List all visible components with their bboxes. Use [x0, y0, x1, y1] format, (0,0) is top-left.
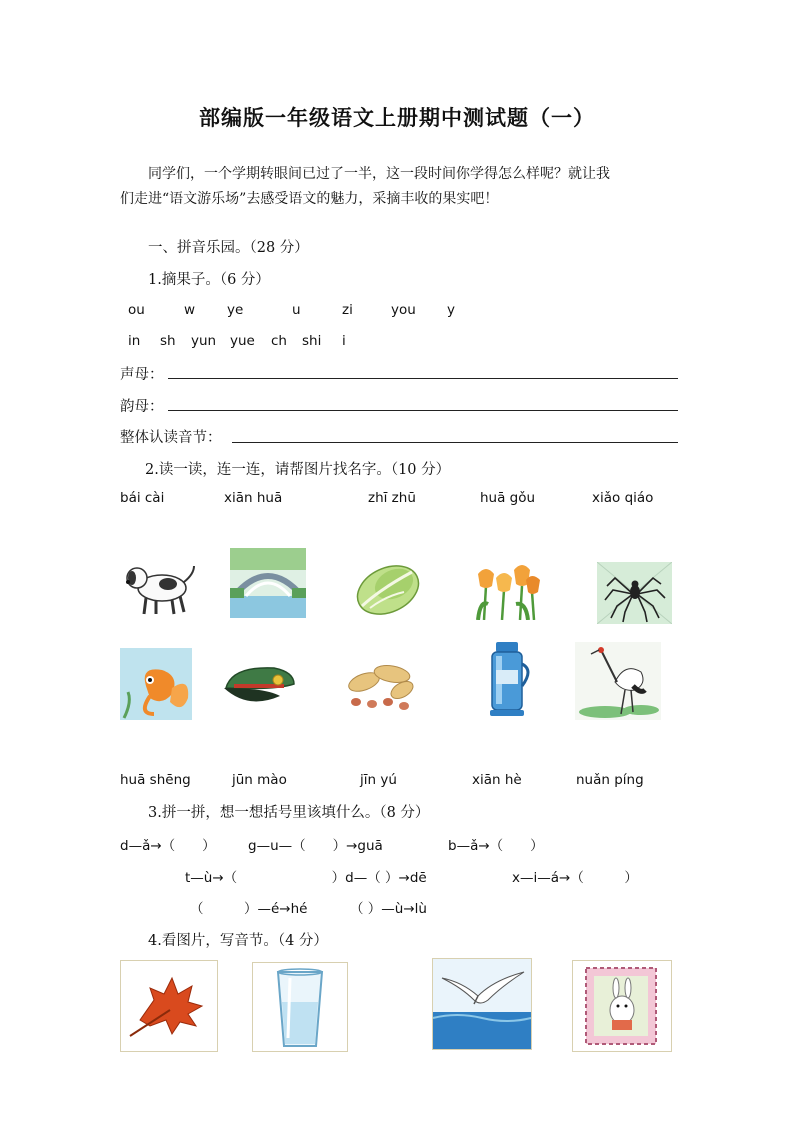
q3-blank[interactable]: （ ）—ù→lù: [350, 901, 427, 917]
q2-bottom-pinyin: xiān hè: [472, 772, 522, 788]
dog-picture: [120, 552, 198, 620]
yunmu-answer-line[interactable]: [168, 410, 678, 411]
cabbage-picture: [352, 558, 424, 620]
q1-heading: 1.摘果子。（6 分）: [148, 272, 270, 288]
q3-blank[interactable]: t—ù→（ ）d—（ ）→dē: [185, 870, 427, 886]
intro-line-2: 们走进“语文游乐场”去感受语文的魅力，采摘丰收的果实吧！: [120, 191, 499, 207]
q1-fruit-item: ou: [128, 302, 145, 318]
peanuts-picture: [342, 656, 418, 712]
q1-fruit-item: sh: [160, 333, 176, 349]
q2-bottom-pinyin: huā shēng: [120, 772, 191, 788]
q1-fruit-item: ch: [271, 333, 287, 349]
q1-fruit-item: in: [128, 333, 141, 349]
military-cap-picture: [218, 660, 298, 712]
shengmu-answer-line[interactable]: [168, 378, 678, 379]
q2-top-pinyin: huā gǒu: [480, 490, 536, 506]
q1-fruit-item: yun: [191, 333, 217, 349]
q1-fruit-item: you: [391, 302, 416, 318]
bridge-picture: [230, 548, 306, 618]
goldfish-picture: [120, 648, 192, 720]
q1-fruit-item: w: [184, 302, 196, 318]
q2-heading: 2.读一读，连一连，请帮图片找名字。（10 分）: [145, 462, 451, 478]
q2-top-pinyin: zhī zhū: [368, 490, 416, 506]
q1-fruit-item: u: [292, 302, 301, 318]
q2-top-pinyin: bái cài: [120, 490, 165, 506]
q2-bottom-pinyin: jūn mào: [232, 772, 287, 788]
q1-fruit-item: shi: [302, 333, 322, 349]
glass-picture: [252, 962, 348, 1052]
q1-fruit-item: ye: [227, 302, 244, 318]
q3-heading: 3.拼一拼，想一想括号里该填什么。（8 分）: [148, 805, 430, 821]
q1-fruit-item: zi: [342, 302, 353, 318]
q2-bottom-pinyin: nuǎn píng: [576, 772, 644, 788]
q2-bottom-pinyin: jīn yú: [360, 772, 397, 788]
q3-blank[interactable]: d—ǎ→（ ）: [120, 838, 216, 854]
tulips-picture: [472, 560, 542, 620]
stamp-picture: [572, 960, 672, 1052]
q1-fruit-item: y: [447, 302, 455, 318]
q1-fruit-item: i: [342, 333, 346, 349]
thermos-picture: [482, 640, 534, 718]
q4-heading: 4.看图片，写音节。（4 分）: [148, 933, 328, 949]
yunmu-label: 韵母：: [120, 399, 164, 415]
intro-line-1: 同学们，一个学期转眼间已过了一半，这一段时间你学得怎么样呢？就让我: [148, 166, 610, 182]
q3-blank[interactable]: x—i—á→（ ）: [512, 870, 638, 886]
spider-picture: [597, 562, 672, 624]
page-title: 部编版一年级语文上册期中测试题（一）: [199, 106, 595, 130]
shengmu-label: 声母：: [120, 367, 164, 383]
crane-picture: [575, 642, 661, 720]
q3-blank[interactable]: （ ）—é→hé: [190, 901, 308, 917]
zhengti-label: 整体认读音节：: [120, 430, 222, 446]
section-1-heading: 一、拼音乐园。（28 分）: [148, 240, 309, 256]
zhengti-answer-line[interactable]: [232, 442, 678, 443]
q1-fruit-item: yue: [230, 333, 255, 349]
q2-top-pinyin: xiān huā: [224, 490, 283, 506]
q2-top-pinyin: xiǎo qiáo: [592, 490, 654, 506]
q3-blank[interactable]: b—ǎ→（ ）: [448, 838, 544, 854]
seagull-picture: [432, 958, 532, 1050]
leaf-picture: [120, 960, 218, 1052]
q3-blank[interactable]: g—u—（ ）→guā: [248, 838, 383, 854]
